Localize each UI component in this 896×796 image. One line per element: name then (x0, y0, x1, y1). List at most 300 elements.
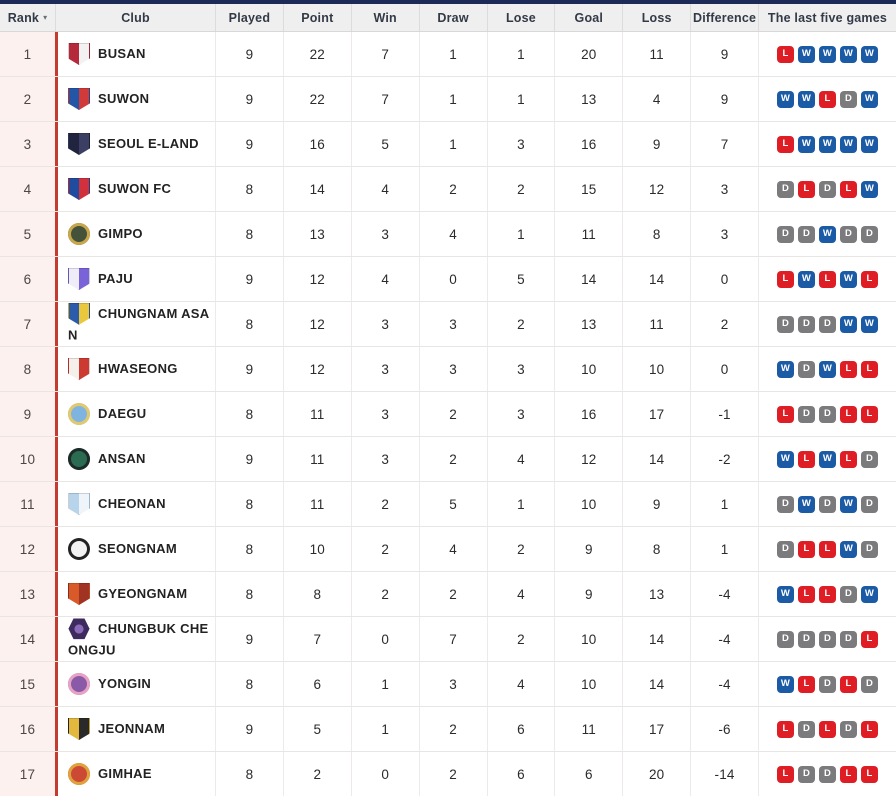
column-header-draw[interactable] (419, 4, 487, 31)
result-badge-w: W (819, 46, 836, 63)
goal-cell: 16 (554, 122, 622, 166)
club-cell[interactable] (55, 617, 215, 661)
point-cell: 7 (283, 617, 351, 661)
loss-cell: 20 (622, 752, 690, 796)
result-badge-l: L (819, 541, 836, 558)
result-badge-d: D (777, 226, 794, 243)
point-cell: 10 (283, 527, 351, 571)
club-logo-icon (68, 448, 90, 470)
result-badge-l: L (798, 586, 815, 603)
club-logo-icon (68, 43, 90, 65)
result-badge-w: W (840, 496, 857, 513)
loss-cell: 17 (622, 707, 690, 751)
result-badge-d: D (840, 631, 857, 648)
lose-cell: 2 (487, 302, 555, 346)
last-five-games-cell (758, 572, 896, 616)
club-name: JEONNAM (98, 721, 166, 736)
draw-cell: 2 (419, 392, 487, 436)
lose-cell: 6 (487, 707, 555, 751)
win-cell: 0 (351, 752, 419, 796)
club-line (68, 493, 211, 515)
result-badge-d: D (840, 586, 857, 603)
result-badge-d: D (861, 451, 878, 468)
played-cell: 9 (215, 437, 283, 481)
club-logo-icon (68, 133, 90, 155)
club-cell[interactable] (55, 392, 215, 436)
club-name: SEONGNAM (98, 541, 177, 556)
club-logo-icon (68, 303, 90, 325)
table-row[interactable] (0, 77, 896, 122)
result-badge-w: W (798, 136, 815, 153)
loss-cell: 8 (622, 212, 690, 256)
loss-cell: 14 (622, 257, 690, 301)
result-badge-w: W (840, 541, 857, 558)
result-badge-w: W (819, 226, 836, 243)
column-header-club[interactable] (55, 4, 215, 31)
last-five-games-cell (758, 212, 896, 256)
goal-cell: 16 (554, 392, 622, 436)
played-cell: 8 (215, 302, 283, 346)
result-badge-d: D (861, 226, 878, 243)
difference-cell: 1 (690, 482, 758, 526)
table-row[interactable] (0, 392, 896, 437)
lose-cell: 1 (487, 482, 555, 526)
loss-cell: 13 (622, 572, 690, 616)
result-badge-w: W (777, 451, 794, 468)
last-five-games-cell (758, 122, 896, 166)
goal-cell: 9 (554, 527, 622, 571)
lose-cell: 3 (487, 122, 555, 166)
result-badge-l: L (861, 631, 878, 648)
club-line (68, 178, 211, 200)
club-name: CHUNGNAM ASAN (68, 305, 210, 343)
result-badge-d: D (777, 181, 794, 198)
result-badge-w: W (777, 586, 794, 603)
win-cell: 3 (351, 302, 419, 346)
lose-cell: 5 (487, 257, 555, 301)
win-cell: 0 (351, 617, 419, 661)
draw-cell: 2 (419, 752, 487, 796)
club-cell[interactable] (55, 707, 215, 751)
played-cell: 9 (215, 32, 283, 76)
club-logo-icon (68, 358, 90, 380)
club-cell[interactable] (55, 752, 215, 796)
rank-cell: 7 (0, 302, 55, 346)
loss-cell: 10 (622, 347, 690, 391)
point-cell: 12 (283, 302, 351, 346)
played-cell: 9 (215, 257, 283, 301)
club-line (68, 403, 211, 425)
club-line (68, 268, 211, 290)
goal-cell: 20 (554, 32, 622, 76)
result-badge-w: W (777, 676, 794, 693)
result-badge-d: D (777, 541, 794, 558)
difference-cell: 3 (690, 212, 758, 256)
draw-cell: 2 (419, 707, 487, 751)
table-row[interactable] (0, 662, 896, 707)
goal-cell: 9 (554, 572, 622, 616)
club-cell[interactable] (55, 437, 215, 481)
point-cell: 14 (283, 167, 351, 211)
win-cell: 7 (351, 32, 419, 76)
rank-cell: 14 (0, 617, 55, 661)
club-logo-icon (68, 673, 90, 695)
result-badge-l: L (777, 406, 794, 423)
result-badge-l: L (798, 541, 815, 558)
point-cell: 5 (283, 707, 351, 751)
result-badge-l: L (840, 676, 857, 693)
result-badge-l: L (840, 766, 857, 783)
draw-cell: 2 (419, 572, 487, 616)
column-header-win[interactable] (351, 4, 419, 31)
win-cell: 1 (351, 662, 419, 706)
result-badge-d: D (819, 406, 836, 423)
club-cell[interactable] (55, 302, 215, 346)
table-row[interactable] (0, 482, 896, 527)
rank-cell: 8 (0, 347, 55, 391)
club-cell[interactable] (55, 572, 215, 616)
result-badge-w: W (798, 271, 815, 288)
result-badge-d: D (819, 496, 836, 513)
lose-cell: 2 (487, 167, 555, 211)
point-cell: 11 (283, 392, 351, 436)
club-cell[interactable] (55, 77, 215, 121)
result-badge-w: W (861, 136, 878, 153)
result-badge-d: D (777, 496, 794, 513)
result-badge-w: W (798, 496, 815, 513)
club-logo-icon (68, 538, 90, 560)
last-five-games-cell (758, 752, 896, 796)
result-badge-w: W (840, 271, 857, 288)
table-row[interactable] (0, 257, 896, 302)
column-header-label: Club (121, 10, 150, 25)
result-badge-w: W (798, 46, 815, 63)
loss-cell: 9 (622, 482, 690, 526)
lose-cell: 4 (487, 572, 555, 616)
result-badge-w: W (861, 181, 878, 198)
result-badge-w: W (777, 91, 794, 108)
result-badge-d: D (798, 406, 815, 423)
loss-cell: 11 (622, 32, 690, 76)
table-row[interactable] (0, 122, 896, 167)
result-badge-l: L (840, 181, 857, 198)
result-badge-d: D (798, 226, 815, 243)
club-line (68, 718, 211, 740)
played-cell: 8 (215, 392, 283, 436)
difference-cell: -14 (690, 752, 758, 796)
result-badge-w: W (798, 91, 815, 108)
difference-cell: -6 (690, 707, 758, 751)
column-header-played[interactable] (215, 4, 283, 31)
difference-cell: 0 (690, 257, 758, 301)
last-five-games-cell (758, 302, 896, 346)
lose-cell: 3 (487, 392, 555, 436)
lose-cell: 3 (487, 347, 555, 391)
difference-cell: -4 (690, 662, 758, 706)
loss-cell: 9 (622, 122, 690, 166)
column-header-label: Played (228, 10, 271, 25)
club-line (68, 88, 211, 110)
table-row[interactable] (0, 167, 896, 212)
club-cell[interactable] (55, 32, 215, 76)
result-badge-l: L (840, 361, 857, 378)
rank-cell: 2 (0, 77, 55, 121)
sort-arrow-icon: ▾ (43, 12, 48, 22)
club-cell[interactable] (55, 122, 215, 166)
point-cell: 22 (283, 32, 351, 76)
rank-cell: 6 (0, 257, 55, 301)
club-cell[interactable] (55, 212, 215, 256)
result-badge-d: D (798, 766, 815, 783)
result-badge-l: L (861, 271, 878, 288)
club-cell[interactable] (55, 482, 215, 526)
point-cell: 16 (283, 122, 351, 166)
difference-cell: 9 (690, 77, 758, 121)
draw-cell: 3 (419, 347, 487, 391)
club-line (68, 223, 211, 245)
loss-cell: 4 (622, 77, 690, 121)
result-badge-l: L (777, 46, 794, 63)
win-cell: 3 (351, 392, 419, 436)
result-badge-l: L (798, 451, 815, 468)
played-cell: 9 (215, 77, 283, 121)
club-name: BUSAN (98, 46, 146, 61)
result-badge-w: W (840, 46, 857, 63)
result-badge-w: W (819, 361, 836, 378)
rank-cell: 17 (0, 752, 55, 796)
result-badge-l: L (819, 91, 836, 108)
last-five-games-cell (758, 257, 896, 301)
club-logo-icon (68, 178, 90, 200)
result-badge-l: L (840, 406, 857, 423)
lose-cell: 1 (487, 32, 555, 76)
club-name: SUWON (98, 91, 150, 106)
lose-cell: 2 (487, 617, 555, 661)
rank-cell: 9 (0, 392, 55, 436)
column-header-label: Loss (641, 10, 672, 25)
table-row[interactable] (0, 617, 896, 662)
win-cell: 5 (351, 122, 419, 166)
result-badge-d: D (798, 361, 815, 378)
result-badge-l: L (819, 271, 836, 288)
point-cell: 22 (283, 77, 351, 121)
difference-cell: 7 (690, 122, 758, 166)
loss-cell: 14 (622, 617, 690, 661)
goal-cell: 10 (554, 662, 622, 706)
result-badge-d: D (861, 541, 878, 558)
played-cell: 8 (215, 752, 283, 796)
difference-cell: -4 (690, 617, 758, 661)
table-row[interactable] (0, 302, 896, 347)
result-badge-l: L (777, 766, 794, 783)
club-line (68, 583, 211, 605)
lose-cell: 1 (487, 212, 555, 256)
club-logo-icon (68, 268, 90, 290)
club-logo-icon (68, 88, 90, 110)
club-name: CHEONAN (98, 496, 166, 511)
lose-cell: 6 (487, 752, 555, 796)
club-cell[interactable] (55, 257, 215, 301)
table-body (0, 32, 896, 796)
column-header-point[interactable] (283, 4, 351, 31)
club-name: GYEONGNAM (98, 586, 188, 601)
club-cell[interactable] (55, 347, 215, 391)
result-badge-w: W (861, 316, 878, 333)
goal-cell: 14 (554, 257, 622, 301)
loss-cell: 11 (622, 302, 690, 346)
loss-cell: 14 (622, 662, 690, 706)
draw-cell: 5 (419, 482, 487, 526)
club-logo-icon (68, 583, 90, 605)
point-cell: 2 (283, 752, 351, 796)
goal-cell: 13 (554, 77, 622, 121)
result-badge-l: L (819, 586, 836, 603)
goal-cell: 10 (554, 482, 622, 526)
played-cell: 8 (215, 572, 283, 616)
win-cell: 3 (351, 437, 419, 481)
result-badge-d: D (777, 631, 794, 648)
draw-cell: 2 (419, 437, 487, 481)
rank-cell: 3 (0, 122, 55, 166)
result-badge-d: D (861, 496, 878, 513)
club-name: PAJU (98, 271, 133, 286)
table-row[interactable] (0, 572, 896, 617)
club-logo-icon (68, 223, 90, 245)
last-five-games-cell (758, 707, 896, 751)
rank-cell: 12 (0, 527, 55, 571)
result-badge-w: W (861, 46, 878, 63)
played-cell: 9 (215, 617, 283, 661)
point-cell: 12 (283, 347, 351, 391)
column-header-rank[interactable] (0, 4, 55, 31)
table-row[interactable] (0, 347, 896, 392)
lose-cell: 4 (487, 662, 555, 706)
difference-cell: 9 (690, 32, 758, 76)
draw-cell: 2 (419, 167, 487, 211)
club-cell[interactable] (55, 527, 215, 571)
loss-cell: 8 (622, 527, 690, 571)
goal-cell: 10 (554, 617, 622, 661)
table-row[interactable] (0, 437, 896, 482)
table-row[interactable] (0, 707, 896, 752)
column-header-lose[interactable] (487, 4, 555, 31)
loss-cell: 14 (622, 437, 690, 481)
column-header-label: Goal (574, 10, 604, 25)
last-five-games-cell (758, 527, 896, 571)
club-logo-icon (68, 403, 90, 425)
goal-cell: 12 (554, 437, 622, 481)
result-badge-l: L (777, 136, 794, 153)
club-line (68, 133, 211, 155)
column-header-goal[interactable] (554, 4, 622, 31)
difference-cell: -4 (690, 572, 758, 616)
table-row[interactable] (0, 32, 896, 77)
result-badge-l: L (777, 271, 794, 288)
rank-cell: 5 (0, 212, 55, 256)
club-line (68, 303, 211, 345)
result-badge-d: D (840, 721, 857, 738)
club-logo-icon (68, 763, 90, 785)
club-logo-icon (68, 493, 90, 515)
draw-cell: 7 (419, 617, 487, 661)
club-name: SEOUL E-LAND (98, 136, 199, 151)
loss-cell: 17 (622, 392, 690, 436)
result-badge-d: D (777, 316, 794, 333)
point-cell: 12 (283, 257, 351, 301)
point-cell: 11 (283, 482, 351, 526)
last-five-games-cell (758, 167, 896, 211)
last-five-games-cell (758, 347, 896, 391)
club-line (68, 358, 211, 380)
club-line (68, 43, 211, 65)
column-header-difference[interactable] (690, 4, 758, 31)
point-cell: 8 (283, 572, 351, 616)
table-row[interactable] (0, 212, 896, 257)
club-line (68, 618, 211, 660)
result-badge-w: W (819, 136, 836, 153)
draw-cell: 4 (419, 212, 487, 256)
last-five-games-cell (758, 617, 896, 661)
lose-cell: 4 (487, 437, 555, 481)
club-cell[interactable] (55, 167, 215, 211)
table-row[interactable] (0, 527, 896, 572)
rank-cell: 15 (0, 662, 55, 706)
result-badge-l: L (777, 721, 794, 738)
played-cell: 8 (215, 167, 283, 211)
club-cell[interactable] (55, 662, 215, 706)
result-badge-w: W (840, 316, 857, 333)
rank-cell: 13 (0, 572, 55, 616)
rank-cell: 11 (0, 482, 55, 526)
result-badge-d: D (819, 181, 836, 198)
column-header-last5[interactable] (758, 4, 896, 31)
difference-cell: 2 (690, 302, 758, 346)
difference-cell: 3 (690, 167, 758, 211)
club-name: CHUNGBUK CHEONGJU (68, 620, 209, 658)
played-cell: 8 (215, 662, 283, 706)
result-badge-w: W (840, 136, 857, 153)
difference-cell: 0 (690, 347, 758, 391)
last-five-games-cell (758, 32, 896, 76)
point-cell: 6 (283, 662, 351, 706)
column-header-label: Win (373, 10, 397, 25)
result-badge-l: L (861, 721, 878, 738)
rank-cell: 1 (0, 32, 55, 76)
club-name: ANSAN (98, 451, 146, 466)
loss-cell: 12 (622, 167, 690, 211)
table-header (0, 4, 896, 32)
result-badge-d: D (840, 91, 857, 108)
goal-cell: 6 (554, 752, 622, 796)
result-badge-l: L (861, 406, 878, 423)
club-name: GIMPO (98, 226, 143, 241)
club-logo-icon (68, 618, 90, 640)
rank-cell: 4 (0, 167, 55, 211)
played-cell: 8 (215, 212, 283, 256)
column-header-loss[interactable] (622, 4, 690, 31)
column-header-label: Lose (505, 10, 536, 25)
column-header-label: Difference (692, 10, 757, 25)
played-cell: 9 (215, 707, 283, 751)
last-five-games-cell (758, 437, 896, 481)
club-name: YONGIN (98, 676, 152, 691)
last-five-games-cell (758, 77, 896, 121)
result-badge-d: D (861, 676, 878, 693)
result-badge-d: D (819, 631, 836, 648)
table-row[interactable] (0, 752, 896, 796)
win-cell: 2 (351, 572, 419, 616)
club-line (68, 448, 211, 470)
